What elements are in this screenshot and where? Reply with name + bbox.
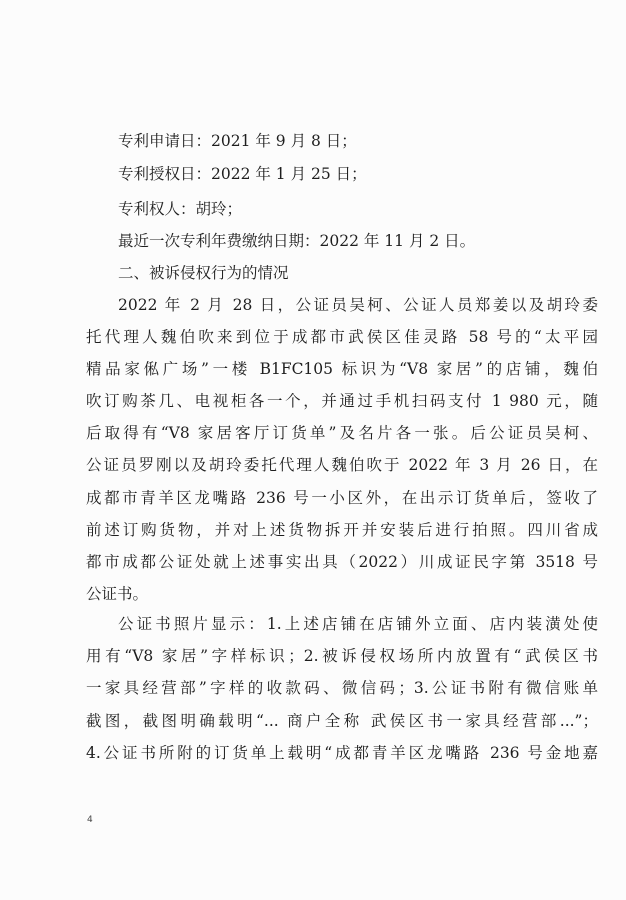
text-line: 公证员罗刚以及胡玲委托代理人魏伯吹于 2022 年 3 月 26 日，在 [86,456,598,474]
text-line: 后取得有“V8 家居客厅订货单”及名片各一张。后公证员吴柯、 [86,424,598,442]
text-line: 最近一次专利年费缴纳日期：2022 年 11 月 2 日。 [118,232,476,250]
text-line: 专利权人：胡玲； [118,200,243,218]
text-line: 截图，截图明确载明“... 商户全称 武侯区书一家具经营部...”； [86,712,598,730]
page-number: 4 [87,815,93,825]
text-line: 4.公证书所附的订货单上载明“成都青羊区龙嘴路 236 号金地嘉 [86,744,598,762]
text-line: 公证书。 [86,585,149,603]
text-line: 精品家俬广场”一楼 B1FC105 标识为“V8 家居”的店铺，魏伯 [86,360,598,378]
text-line: 前述订购货物，并对上述货物拆开并安装后进行拍照。四川省成 [86,521,598,539]
text-line: 用有“V8 家居”字样标识；2.被诉侵权场所内放置有“武侯区书 [86,647,598,665]
text-line: 公证书照片显示：1.上述店铺在店铺外立面、店内装潢处使 [118,615,598,633]
text-line: 吹订购茶几、电视柜各一个，并通过手机扫码支付 1 980 元，随 [86,392,598,410]
section-heading: 二、被诉侵权行为的情况 [118,264,289,282]
text-line: 都市成都公证处就上述事实出具（2022）川成证民字第 3518 号 [86,553,598,571]
text-line: 专利授权日：2022 年 1 月 25 日； [118,165,367,183]
text-line: 成都市青羊区龙嘴路 236 号一小区外，在出示订货单后，签收了 [86,489,598,507]
text-line: 2022 年 2 月 28 日，公证员吴柯、公证人员郑姜以及胡玲委 [118,296,598,314]
text-line: 一家具经营部”字样的收款码、微信码；3.公证书附有微信账单 [86,679,598,697]
text-line: 托代理人魏伯吹来到位于成都市武侯区佳灵路 58 号的“太平园 [86,328,598,346]
text-line: 专利申请日：2021 年 9 月 8 日； [118,132,357,150]
